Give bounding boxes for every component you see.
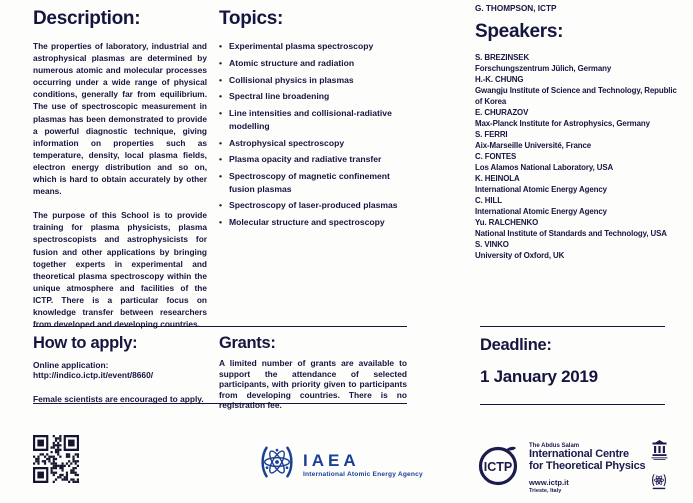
topic-item: • Experimental plasma spectroscopy [219,40,411,53]
unesco-temple-icon [651,440,668,465]
ictp-ring-icon [476,440,522,494]
speaker-affiliation: National Institute of Standards and Technology, USA [475,229,667,238]
atom-wreath-icon [258,443,296,486]
organizer-line: G. THOMPSON, ICTP [475,4,557,13]
deadline-section [480,326,665,405]
speaker-affiliation: Gwangju Institute of Science and Technology, Republic of Korea [475,86,677,106]
ictp-logo [476,440,645,494]
topics-list [219,40,411,229]
description-paragraph-2: The purpose of this School is to provide training for plasma physicists, plasma spectroscopists and astrophysicists for fusion and other applications by bringing together experts in experimental and theoretical plasma spectroscopy within the unique atmosphere and facilities of the ICTP. There is a particular focus on knowledge transfer between researchers from developed and developing countries. [33,210,207,330]
topic-item: • Molecular structure and spectroscopy [219,216,411,229]
ictp-name-line-2: for Theoretical Physics [529,459,646,472]
ictp-wordmark [529,440,645,494]
speaker-name: Yu. RALCHENKO [475,218,539,227]
speaker-entry [475,173,681,195]
topic-item: • Line intensities and collisional-radiative modelling [219,107,411,132]
speakers-section [475,21,681,261]
deadline-date: 1 January 2019 [480,367,598,386]
grants-heading: Grants: [219,334,276,352]
topics-section [219,8,411,233]
female-scientists-note: Female scientists are encouraged to apply. [33,393,204,404]
speaker-entry [475,151,681,173]
how-to-apply-heading: How to apply: [33,334,138,352]
speaker-affiliation: International Atomic Energy Agency [475,207,607,216]
topics-heading: Topics: [219,8,284,29]
topic-item: • Spectroscopy of laser-produced plasmas [219,199,411,212]
iaea-logo [258,443,423,486]
speaker-affiliation: Los Alamos National Laboratory, USA [475,163,614,172]
description-heading: Description: [33,8,141,29]
topic-item: • Atomic structure and radiation [219,57,411,70]
iaea-acronym: IAEA [303,450,360,470]
apply-grants-band [33,326,407,411]
topic-item: • Spectroscopy of magnetic confinement fusion plasmas [219,170,411,195]
application-url-line [33,370,213,380]
speaker-name: S. VINKO [475,240,509,249]
speaker-name: K. HEINOLA [475,174,520,183]
description-section [33,8,207,330]
speaker-affiliation: Forschungszentrum Jülich, Germany [475,64,612,73]
topic-item: • Plasma opacity and radiative transfer [219,153,411,166]
deadline-heading: Deadline: [480,336,552,354]
speaker-affiliation: Max-Planck Institute for Astrophysics, Germany [475,119,650,128]
speaker-name: H.-K. CHUNG [475,75,524,84]
topic-item: • Collisional physics in plasmas [219,74,411,87]
svg-text:ICTP: ICTP [483,460,513,474]
application-url-link[interactable]: http://indico.ictp.it/event/8660/ [33,370,154,381]
speaker-affiliation: International Atomic Energy Agency [475,185,607,194]
how-to-apply-section [33,327,213,403]
speaker-entry [475,195,681,217]
topic-item: • Astrophysical spectroscopy [219,137,411,150]
online-application-label: Online application: [33,360,109,370]
speakers-heading: Speakers: [475,21,564,42]
ictp-city: Trieste, Italy [529,488,562,495]
description-paragraph-1: The properties of laboratory, industrial and astrophysical plasmas are determined by numerous atomic and molecular processes occurring under a wide range of physical conditions, generally far from equilibrium. The use of spectroscopic measurement in plasmas has been demonstrated to provide a powerful diagnostic technique, giving information on properties such as temperature, density, local plasma fields, electron energy distribution and so on, which is hard to obtain accurately by other means. [33,41,207,197]
qr-code-icon [33,435,79,483]
grants-text: A limited number of grants are available to support the attendance of selected participants, with priority given to participants from developing countries. There is no registration fee. [219,358,407,411]
grants-section [219,327,407,411]
speaker-name: S. FERRI [475,130,508,139]
speaker-entry [475,129,681,151]
speaker-affiliation: University of Oxford, UK [475,251,565,260]
iaea-tagline: International Atomic Energy Agency [303,470,423,478]
partner-logos [648,440,670,496]
iaea-wordmark [303,452,423,478]
speaker-name: C. FONTES [475,152,517,161]
speaker-name: S. BREZINSEK [475,53,530,62]
ictp-website: www.ictp.it [529,478,569,488]
topic-item: • Spectral line broadening [219,90,411,103]
speaker-entry [475,239,681,261]
iaea-atom-icon [651,472,667,496]
speaker-entry [475,107,681,129]
speaker-entry [475,74,681,107]
ictp-pre-title: The Abdus Salam [529,443,580,449]
speaker-name: E. CHURAZOV [475,108,529,117]
speaker-name: C. HILL [475,196,502,205]
speaker-entry [475,52,681,74]
ictp-name-line-1: International Centre [529,448,629,460]
speaker-affiliation: Aix-Marseille Université, France [475,141,592,150]
speaker-entry [475,217,681,239]
